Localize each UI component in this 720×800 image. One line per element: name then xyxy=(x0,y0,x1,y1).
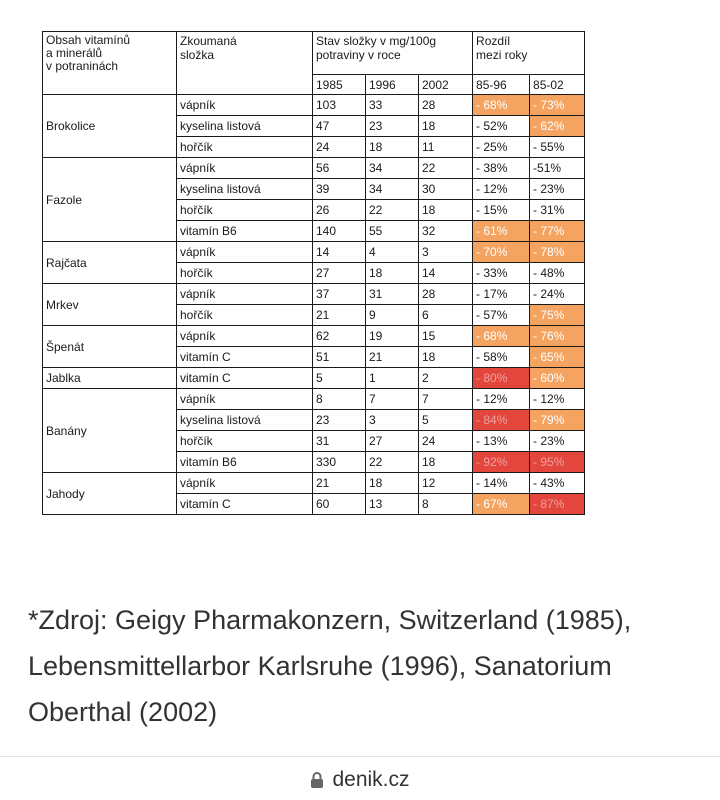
period-85-02: 85-02 xyxy=(530,75,585,95)
value-1996: 19 xyxy=(366,326,419,347)
nutrient-cell: vápník xyxy=(177,326,313,347)
diff-85-96: - 68% xyxy=(473,95,530,116)
diff-85-02: - 23% xyxy=(530,431,585,452)
value-2002: 18 xyxy=(419,452,473,473)
value-1985: 31 xyxy=(313,431,366,452)
value-2002: 18 xyxy=(419,116,473,137)
header-content: Obsah vitamínů a minerálů v potraninách xyxy=(43,32,177,95)
diff-85-02: - 65% xyxy=(530,347,585,368)
nutrient-table xyxy=(42,31,585,515)
value-1985: 14 xyxy=(313,242,366,263)
diff-85-96: - 52% xyxy=(473,116,530,137)
value-1996: 9 xyxy=(366,305,419,326)
period-85-96: 85-96 xyxy=(473,75,530,95)
value-1985: 39 xyxy=(313,179,366,200)
nutrient-cell: vápník xyxy=(177,95,313,116)
food-name: Rajčata xyxy=(43,242,177,284)
diff-85-02: - 55% xyxy=(530,137,585,158)
nutrient-cell: hořčík xyxy=(177,200,313,221)
diff-85-96: - 33% xyxy=(473,263,530,284)
table-row xyxy=(43,326,585,347)
diff-85-96: - 12% xyxy=(473,389,530,410)
source-note: *Zdroj: Geigy Pharmakonzern, Switzerland (1985), Lebensmittellarbor Karlsruhe (1996), Sanatorium Oberthal (2002) xyxy=(28,605,632,727)
diff-85-02: - 87% xyxy=(530,494,585,515)
diff-85-96: - 38% xyxy=(473,158,530,179)
nutrient-cell: vitamín C xyxy=(177,347,313,368)
value-2002: 18 xyxy=(419,200,473,221)
domain-label: denik.cz xyxy=(332,768,410,791)
value-1996: 55 xyxy=(366,221,419,242)
value-1996: 31 xyxy=(366,284,419,305)
value-1985: 140 xyxy=(313,221,366,242)
nutrient-cell: hořčík xyxy=(177,137,313,158)
value-1985: 23 xyxy=(313,410,366,431)
food-name: Mrkev xyxy=(43,284,177,326)
value-1985: 21 xyxy=(313,305,366,326)
year-1985: 1985 xyxy=(313,75,366,95)
value-2002: 32 xyxy=(419,221,473,242)
diff-85-96: - 67% xyxy=(473,494,530,515)
value-2002: 18 xyxy=(419,347,473,368)
table-row xyxy=(43,368,585,389)
diff-85-96: - 70% xyxy=(473,242,530,263)
diff-85-96: - 17% xyxy=(473,284,530,305)
diff-85-96: - 25% xyxy=(473,137,530,158)
value-2002: 24 xyxy=(419,431,473,452)
diff-85-96: - 13% xyxy=(473,431,530,452)
nutrient-cell: hořčík xyxy=(177,305,313,326)
value-2002: 7 xyxy=(419,389,473,410)
table-row xyxy=(43,389,585,410)
value-2002: 15 xyxy=(419,326,473,347)
value-1985: 103 xyxy=(313,95,366,116)
value-2002: 14 xyxy=(419,263,473,284)
lock-icon xyxy=(310,771,324,789)
value-1985: 8 xyxy=(313,389,366,410)
diff-85-96: - 68% xyxy=(473,326,530,347)
diff-85-02: - 23% xyxy=(530,179,585,200)
table-row xyxy=(43,95,585,116)
value-1985: 60 xyxy=(313,494,366,515)
url-footer[interactable] xyxy=(0,760,720,800)
value-1996: 18 xyxy=(366,137,419,158)
value-1985: 26 xyxy=(313,200,366,221)
value-2002: 28 xyxy=(419,95,473,116)
food-name: Banány xyxy=(43,389,177,473)
value-2002: 11 xyxy=(419,137,473,158)
diff-85-96: - 12% xyxy=(473,179,530,200)
diff-85-02: - 95% xyxy=(530,452,585,473)
value-1996: 3 xyxy=(366,410,419,431)
diff-85-02: - 60% xyxy=(530,368,585,389)
header-component: Zkoumaná složka xyxy=(177,32,313,95)
diff-85-96: - 61% xyxy=(473,221,530,242)
food-name: Jablka xyxy=(43,368,177,389)
value-2002: 28 xyxy=(419,284,473,305)
value-1985: 51 xyxy=(313,347,366,368)
header-row xyxy=(43,32,585,75)
value-2002: 22 xyxy=(419,158,473,179)
diff-85-02: - 12% xyxy=(530,389,585,410)
value-1985: 56 xyxy=(313,158,366,179)
value-1996: 21 xyxy=(366,347,419,368)
diff-85-96: - 58% xyxy=(473,347,530,368)
nutrient-cell: vápník xyxy=(177,473,313,494)
nutrient-cell: vitamín C xyxy=(177,368,313,389)
value-2002: 12 xyxy=(419,473,473,494)
nutrient-cell: hořčík xyxy=(177,431,313,452)
value-2002: 3 xyxy=(419,242,473,263)
value-1996: 1 xyxy=(366,368,419,389)
table-row xyxy=(43,242,585,263)
table-row xyxy=(43,158,585,179)
diff-85-02: - 79% xyxy=(530,410,585,431)
nutrient-cell: vitamín B6 xyxy=(177,221,313,242)
diff-85-02: - 73% xyxy=(530,95,585,116)
value-1985: 24 xyxy=(313,137,366,158)
value-1996: 33 xyxy=(366,95,419,116)
value-1985: 5 xyxy=(313,368,366,389)
nutrient-cell: vápník xyxy=(177,242,313,263)
value-1996: 23 xyxy=(366,116,419,137)
value-1985: 21 xyxy=(313,473,366,494)
value-1996: 18 xyxy=(366,473,419,494)
year-2002: 2002 xyxy=(419,75,473,95)
nutrient-cell: kyselina listová xyxy=(177,179,313,200)
value-1985: 330 xyxy=(313,452,366,473)
value-1996: 27 xyxy=(366,431,419,452)
value-1996: 22 xyxy=(366,452,419,473)
value-2002: 8 xyxy=(419,494,473,515)
diff-85-02: - 24% xyxy=(530,284,585,305)
value-2002: 2 xyxy=(419,368,473,389)
diff-85-02: - 43% xyxy=(530,473,585,494)
diff-85-02: - 48% xyxy=(530,263,585,284)
value-1996: 4 xyxy=(366,242,419,263)
nutrient-cell: kyselina listová xyxy=(177,116,313,137)
food-name: Brokolice xyxy=(43,95,177,158)
nutrient-cell: vitamín C xyxy=(177,494,313,515)
value-1996: 18 xyxy=(366,263,419,284)
header-difference: Rozdíl mezi roky xyxy=(473,32,585,75)
diff-85-96: - 14% xyxy=(473,473,530,494)
header-state: Stav složky v mg/100g potraviny v roce xyxy=(313,32,473,75)
diff-85-96: - 80% xyxy=(473,368,530,389)
nutrient-cell: kyselina listová xyxy=(177,410,313,431)
value-1985: 37 xyxy=(313,284,366,305)
food-name: Fazole xyxy=(43,158,177,242)
value-1996: 7 xyxy=(366,389,419,410)
nutrient-cell: vápník xyxy=(177,284,313,305)
nutrient-cell: vápník xyxy=(177,158,313,179)
value-2002: 30 xyxy=(419,179,473,200)
value-1996: 22 xyxy=(366,200,419,221)
nutrient-cell: vitamín B6 xyxy=(177,452,313,473)
value-1996: 34 xyxy=(366,179,419,200)
footer-divider xyxy=(0,756,720,757)
value-1996: 13 xyxy=(366,494,419,515)
diff-85-96: - 92% xyxy=(473,452,530,473)
table-row xyxy=(43,473,585,494)
diff-85-02: - 78% xyxy=(530,242,585,263)
value-2002: 5 xyxy=(419,410,473,431)
value-1985: 47 xyxy=(313,116,366,137)
value-1996: 34 xyxy=(366,158,419,179)
nutrient-cell: vápník xyxy=(177,389,313,410)
food-name: Jahody xyxy=(43,473,177,515)
year-1996: 1996 xyxy=(366,75,419,95)
food-name: Špenát xyxy=(43,326,177,368)
diff-85-96: - 57% xyxy=(473,305,530,326)
table-row xyxy=(43,284,585,305)
diff-85-96: - 84% xyxy=(473,410,530,431)
value-1985: 27 xyxy=(313,263,366,284)
diff-85-02: - 76% xyxy=(530,326,585,347)
diff-85-02: - 62% xyxy=(530,116,585,137)
value-2002: 6 xyxy=(419,305,473,326)
diff-85-96: - 15% xyxy=(473,200,530,221)
diff-85-02: -51% xyxy=(530,158,585,179)
diff-85-02: - 31% xyxy=(530,200,585,221)
nutrient-cell: hořčík xyxy=(177,263,313,284)
value-1985: 62 xyxy=(313,326,366,347)
diff-85-02: - 75% xyxy=(530,305,585,326)
diff-85-02: - 77% xyxy=(530,221,585,242)
